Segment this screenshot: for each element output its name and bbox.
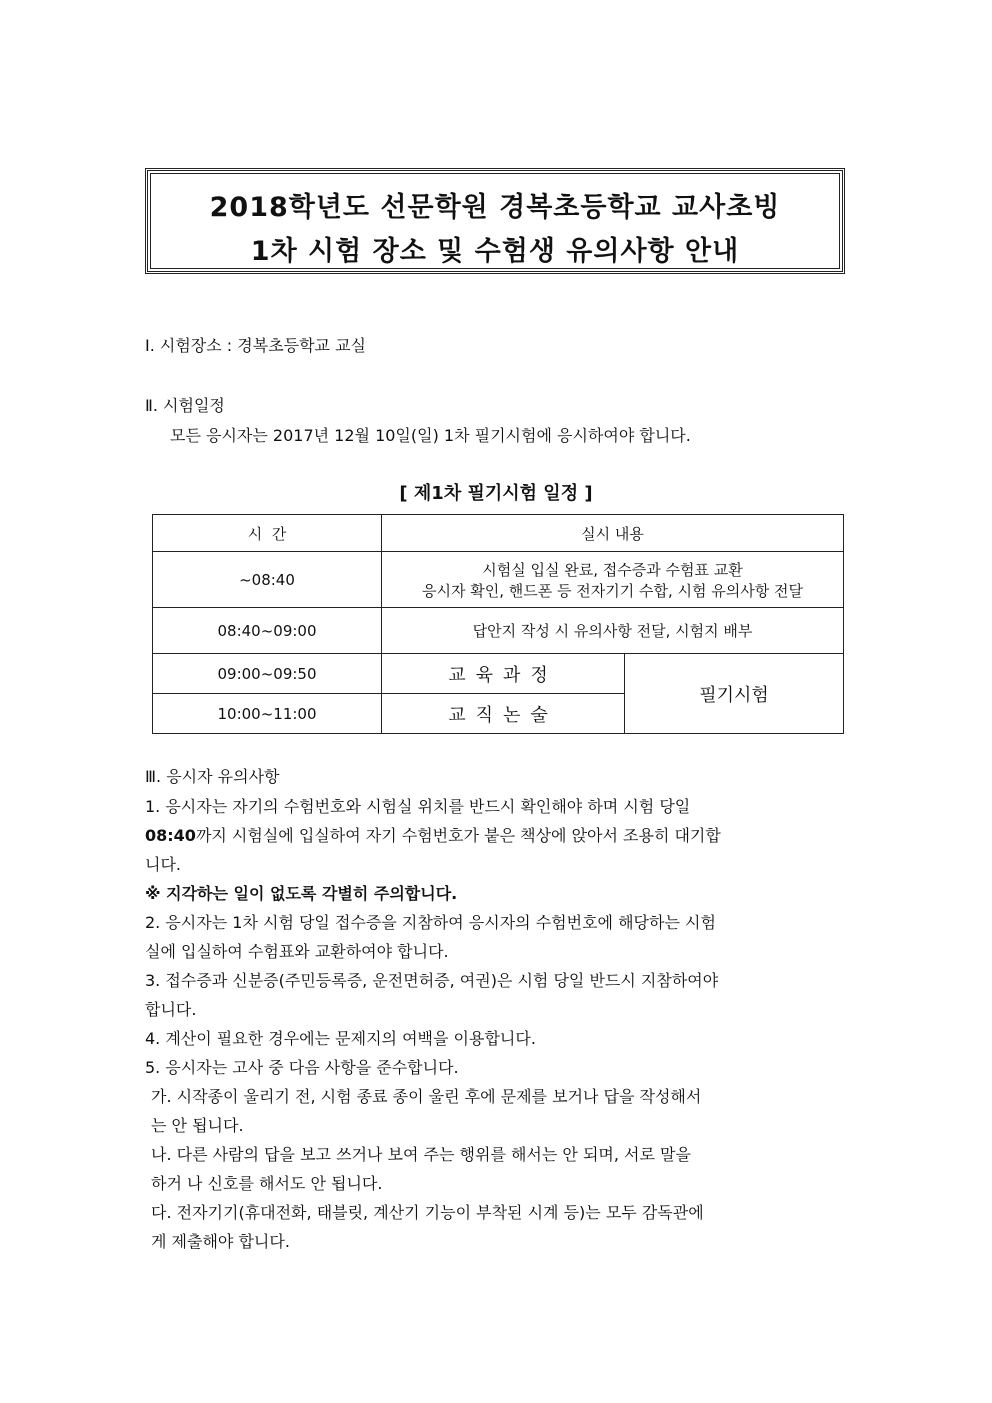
item5: 5. 응시자는 고사 중 다음 사항을 준수합니다. [145,1058,459,1077]
item3-line2: 합니다. [145,1000,197,1019]
late-notice: ※ 지각하는 일이 없도록 각별히 주의합니다. [145,884,458,903]
sub-c-line1: 다. 전자기기(휴대전화, 태블릿, 계산기 기능이 부착된 시계 등)는 모두 감독관에 [151,1203,704,1222]
exam-label: 필기시험 [625,654,844,734]
row1-content-line2: 응시자 확인, 핸드폰 등 전자기기 수합, 시험 유의사항 전달 [422,581,803,600]
row2-time: 08:40~09:00 [153,608,382,654]
sub-b-line1: 나. 다른 사람의 답을 보고 쓰거나 보여 주는 행위를 해서는 안 되며, 서로 말을 [151,1145,691,1164]
row1-content-line1: 시험실 입실 완료, 접수증과 수험표 교환 [482,560,743,579]
sub-b-line2: 하거 나 신호를 해서도 안 됩니다. [151,1174,383,1193]
section2-heading: Ⅱ. 시험일정 [145,396,225,415]
row3-time: 09:00~09:50 [153,654,382,694]
row3-subject: 교육과정 [382,654,625,694]
item1-line3: 니다. [145,855,181,874]
title-line-1: 2018학년도 선문학원 경복초등학교 교사초빙 [209,192,781,223]
item4: 4. 계산이 필요한 경우에는 문제지의 여백을 이용합니다. [145,1029,536,1048]
section3-heading: Ⅲ. 응시자 유의사항 [145,767,280,786]
section2-text: 모든 응시자는 2017년 12월 10일(일) 1차 필기시험에 응시하여야 합니다. [170,426,691,445]
table-row [153,654,844,694]
section1-heading: Ⅰ. 시험장소 : 경복초등학교 교실 [145,336,367,355]
row2-content: 답안지 작성 시 유의사항 전달, 시험지 배부 [382,608,844,654]
item1-line2 [145,823,721,846]
schedule-table [152,514,844,734]
item2-line2: 실에 입실하여 수험표와 교환하여야 합니다. [145,942,449,961]
item1-line1: 1. 응시자는 자기의 수험번호와 시험실 위치를 반드시 확인해야 하며 시험 당일 [145,797,691,816]
schedule-title: [ 제1차 필기시험 일정 ] [399,483,593,504]
sub-a-line2: 는 안 됩니다. [151,1116,244,1135]
row4-subject: 교직논술 [382,694,625,734]
header-content: 실시 내용 [382,515,844,552]
table-header-row [153,515,844,552]
row1-content [382,552,844,608]
table-row [153,608,844,654]
item1-line2-rest: 까지 시험실에 입실하여 자기 수험번호가 붙은 책상에 앉아서 조용히 대기합 [195,826,721,845]
sub-a-line1: 가. 시작종이 울리기 전, 시험 종료 종이 울린 후에 문제를 보거나 답을 작성해서 [151,1087,702,1106]
table-row [153,552,844,608]
title-line-2: 1차 시험 장소 및 수험생 유의사항 안내 [250,236,740,267]
header-time: 시 간 [153,515,382,552]
title-box [145,168,845,274]
item3-line1: 3. 접수증과 신분증(주민등록증, 운전면허증, 여권)은 시험 당일 반드시 지참하여야 [145,971,719,990]
sub-c-line2: 게 제출해야 합니다. [151,1232,290,1251]
item1-time: 08:40 [145,826,196,845]
row1-time: ~08:40 [153,552,382,608]
row4-time: 10:00~11:00 [153,694,382,734]
item2-line1: 2. 응시자는 1차 시험 당일 접수증을 지참하여 응시자의 수험번호에 해당하는 시험 [145,913,716,932]
